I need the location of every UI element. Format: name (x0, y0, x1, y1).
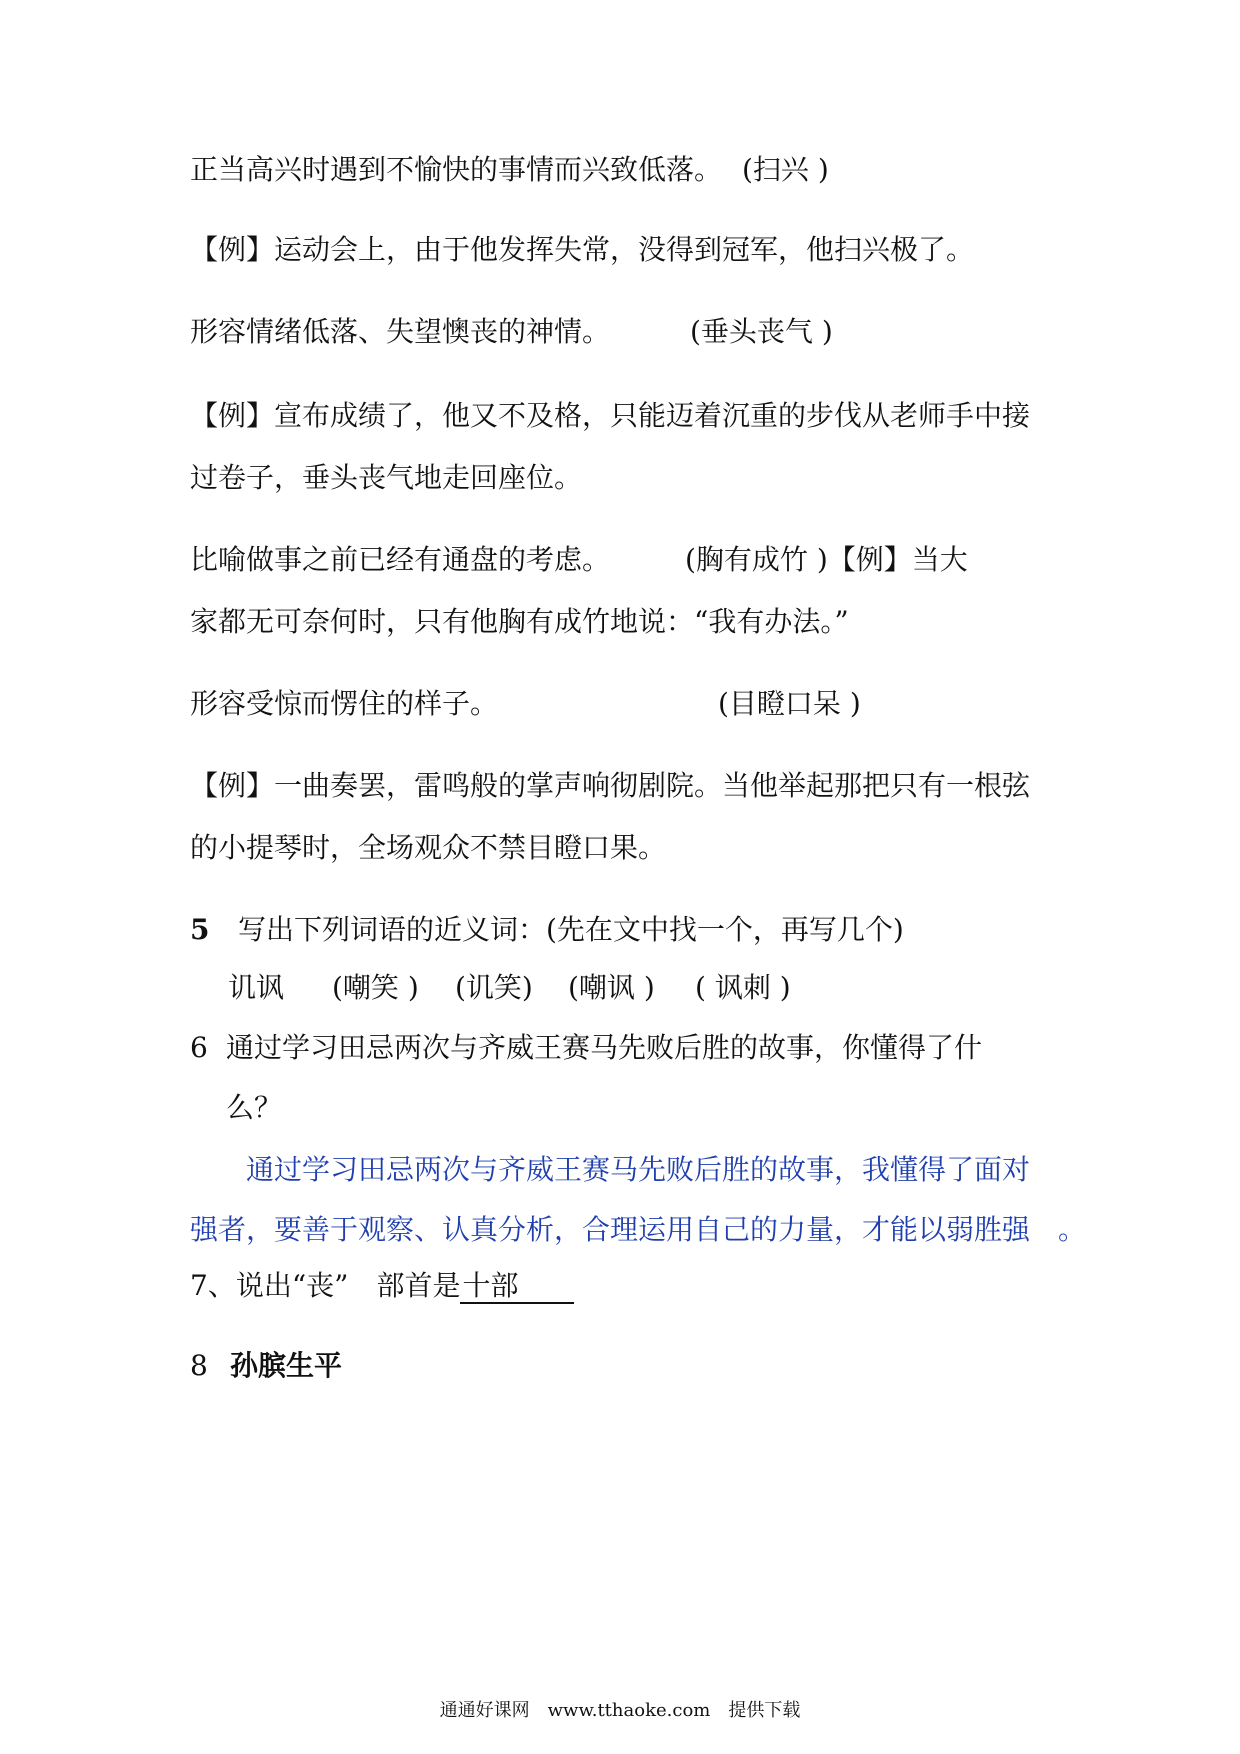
radical-answer: 十部 (460, 1269, 574, 1304)
synonym-answer: (嘲讽 ) (568, 971, 655, 1004)
definition-text: 形容受惊而愣住的样子。 (190, 687, 499, 720)
example-line-2b: 过卷子，垂头丧气地走回座位。 (190, 461, 583, 494)
answer-text: (扫兴 ) (742, 153, 829, 186)
synonym-word: 讥讽 (228, 971, 285, 1004)
question-text: 写出下列词语的近义词：(先在文中找一个，再写几个) (238, 913, 904, 946)
question-5 (190, 910, 1060, 950)
question-number: 8 (190, 1349, 208, 1382)
synonym-answer: (嘲笑 ) (332, 971, 419, 1004)
question-number: 6 (190, 1031, 208, 1064)
section-title: 孙膑生平 (230, 1349, 343, 1382)
example-line-2a: 【例】宣布成绩了，他又不及格，只能迈着沉重的步伐从老师手中接 (190, 399, 1031, 432)
question-text: 7、说出“丧” 部首是 (190, 1269, 461, 1302)
page-footer: 通通好课网 www.tthaoke.com 提供下载 (439, 1700, 801, 1721)
definition-line-2 (190, 312, 1060, 352)
example-line-3: 家都无可奈何时，只有他胸有成竹地说：“我有办法。” (190, 605, 849, 638)
answer-6-line-2: 强者，要善于观察、认真分析，合理运用自己的力量，才能以弱胜强 。 (190, 1213, 1087, 1246)
synonym-answer: (讥笑) (455, 971, 533, 1004)
example-line-1: 【例】运动会上，由于他发挥失常，没得到冠军，他扫兴极了。 (190, 233, 975, 266)
question-number: 5 (190, 913, 210, 946)
question-7 (190, 1266, 1060, 1306)
answer-text: (胸有成竹 )【例】当大 (685, 543, 968, 576)
definition-line-3 (190, 540, 1060, 580)
question-8 (190, 1346, 1060, 1386)
answer-6-line-1: 通过学习田忌两次与齐威王赛马先败后胜的故事，我懂得了面对 (246, 1153, 1031, 1186)
synonym-answer: ( 讽刺 ) (695, 971, 791, 1004)
question-6 (190, 1028, 1060, 1068)
definition-text: 比喻做事之前已经有通盘的考虑。 (190, 543, 611, 576)
answer-text: (目瞪口呆 ) (718, 687, 861, 720)
question-6-continued: 么？ (226, 1091, 283, 1124)
definition-line-4 (190, 684, 1060, 724)
example-line-4a: 【例】一曲奏罢，雷鸣般的掌声响彻剧院。当他举起那把只有一根弦 (190, 769, 1031, 802)
definition-line-1 (190, 150, 1060, 190)
definition-text: 形容情绪低落、失望懊丧的神情。 (190, 315, 611, 348)
example-line-4b: 的小提琴时，全场观众不禁目瞪口果。 (190, 831, 667, 864)
answer-text: (垂头丧气 ) (690, 315, 833, 348)
question-text: 通过学习田忌两次与齐威王赛马先败后胜的故事，你懂得了什 (226, 1031, 983, 1064)
definition-text: 正当高兴时遇到不愉快的事情而兴致低落。 (190, 153, 723, 186)
